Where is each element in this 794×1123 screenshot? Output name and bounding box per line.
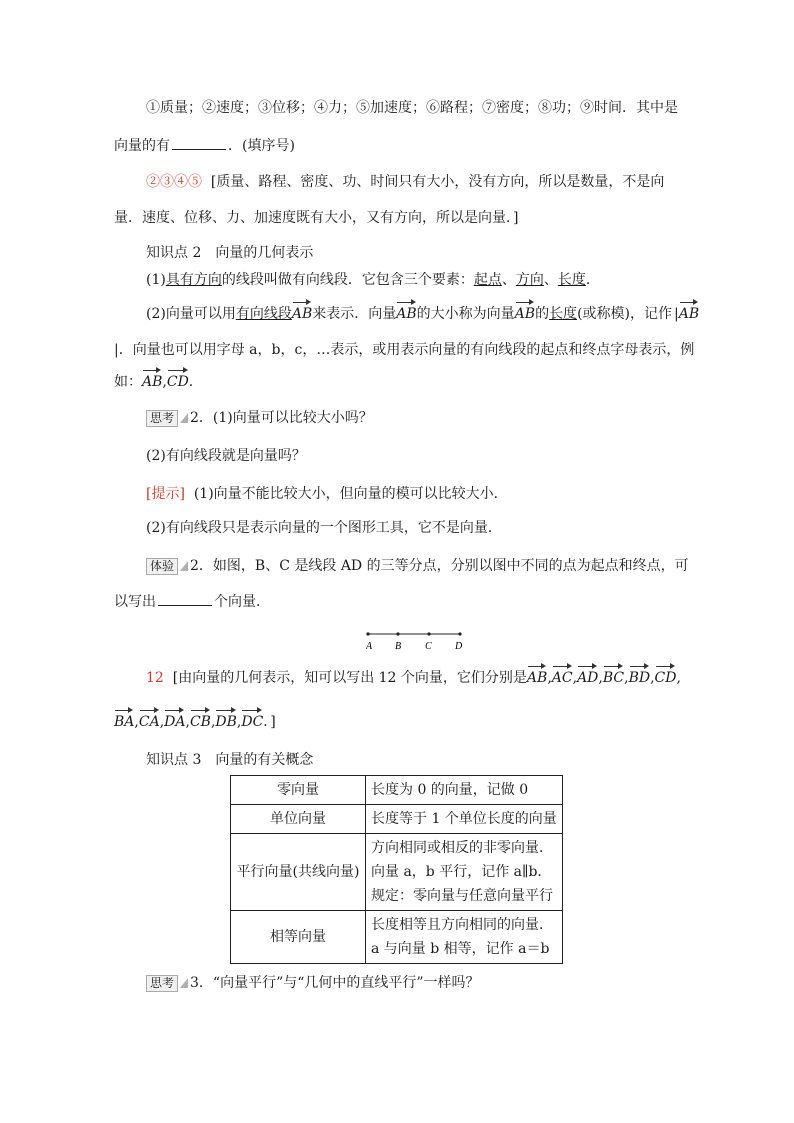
vector-item: DA [164,714,186,730]
table-row [231,911,563,964]
concept-desc [366,834,563,911]
kp2-p2-b: 来表示．向量 [312,306,397,322]
vector-AB: AB [514,306,536,322]
vector-item: CD [654,670,677,686]
table-row [231,776,563,805]
answer-2-key: 12 [146,670,164,686]
think-2-q1-text: 2．(1)向量可以比较大小吗？ [190,410,373,426]
experience-2-text: 2．如图，B、C 是线段 AD 的三等分点，分别以图中不同的点为起点和终点，可 [190,558,689,574]
vector-item: DB [215,714,237,730]
kp2-p2-d: 的 [535,306,550,322]
concept-desc-line: a 与向量 b 相等，记作 a＝b [371,941,550,957]
think-2-question-2: (2)有向线段就是向量吗？ [146,448,306,464]
vector-item: BC [602,670,625,686]
experience-2-line1 [146,556,689,576]
concept-desc-line: 长度相等且方向相同的向量． [371,917,553,933]
experience-tag: 体验 [146,558,178,575]
kp2-p2-underline-1: 有向线段 [235,306,292,322]
concept-name: 零向量 [231,776,366,805]
vector-item: BD [628,670,651,686]
corner-triangle-icon [180,561,188,571]
point-dot [366,632,369,635]
vector-AB: AB [396,306,417,322]
question-1-prefix: 向量的有 [114,138,170,154]
concept-name: 单位向量 [231,805,366,834]
vector-item: BA [114,714,135,730]
point-label-A: A [366,641,373,652]
kp2-p2-underline-2: 长度 [549,306,578,322]
concept-desc-line: 方向相同或相反的非零向量． [371,840,553,856]
question-1-line2 [114,136,295,156]
think-3-text: 3．“向量平行”与“几何中的直线平行”一样吗？ [190,975,480,991]
table-row [231,805,563,834]
hint-line-2: (2)有向线段只是表示向量的一个图形工具，它不是向量． [146,520,502,536]
kp2-example-label: 如： [114,374,142,390]
concept-name: 相等向量 [231,911,366,964]
kp2-p1-underline-4: 长度 [557,272,586,288]
section-heading-kp2: 知识点 2 向量的几何表示 [146,245,314,261]
vector-AB: AB [678,306,700,322]
vector-item: DC [241,714,264,730]
concept-desc-line: 向量 a，b 平行，记作 a∥b． [371,864,552,880]
kp2-p2-c: 的大小称为向量 [416,306,515,322]
kp2-p1-sep2: 、 [543,272,558,288]
kp2-para2-line1: (2)向量可以用有向线段AB来表示．向量AB的大小称为向量AB的长度(或称模)，记作 |AB [146,306,700,322]
question-1-line1: ①质量；②速度；③位移；④力；⑤加速度；⑥路程；⑦密度；⑧功；⑨时间．其中是 [146,100,678,116]
vector-item: CB [189,714,211,730]
corner-triangle-icon [180,413,188,423]
concept-desc: 长度等于 1 个单位长度的向量 [366,805,563,834]
kp2-para2-line3: 如：AB,CD. [114,374,194,390]
point-label-B: B [395,641,402,652]
vector-item: AD [577,670,599,686]
concept-desc [366,911,563,964]
think-tag: 思考 [146,975,178,992]
concept-desc-line: 规定：零向量与任意向量平行 [371,888,553,904]
kp2-p1-sep1: 、 [501,272,516,288]
experience-2-line2 [114,592,270,612]
kp2-p1-underline-2: 起点 [473,272,502,288]
fill-blank[interactable] [172,136,226,150]
hint-tag: [提示] [146,486,185,502]
answer-1-line2: 量．速度、位移、力、加速度既有大小，又有方向，所以是向量．] [114,210,519,226]
kp2-p1-end: ． [585,272,600,288]
vector-AB: AB [142,374,163,390]
point-dot [458,632,461,635]
hint-1-text: (1)向量不能比较大小，但向量的模可以比较大小． [193,486,508,502]
experience-2-suffix: 个向量． [214,594,270,610]
kp2-p2-a: (2)向量可以用 [146,306,236,322]
hint-line-1 [146,484,508,504]
answer-1-text: [质量、路程、密度、功、时间只有大小，没有方向，所以是数量，不是向 [210,174,665,190]
vector-CD: CD [166,374,189,390]
answer-1-line1 [146,172,664,192]
kp2-p1-underline-3: 方向 [515,272,544,288]
experience-2-prefix: 以写出 [114,594,156,610]
kp2-p2-e: (或称模)，记作 [577,306,672,322]
kp2-p1-num: (1) [146,272,166,288]
kp2-p1-underline-1: 具有方向 [165,272,222,288]
vector-item: AB [526,670,548,686]
section-heading-kp3: 知识点 3 向量的有关概念 [146,752,314,768]
think-tag: 思考 [146,410,178,427]
answer-2-line2: BA,CA,DA,CB,DB,DC．] [114,714,276,730]
think-3-question [146,973,480,993]
vector-AB: AB [291,306,313,322]
point-label-C: C [425,641,432,652]
question-1-suffix: ．(填序号) [228,138,295,154]
answer-1-key: ②③④⑤ [146,174,202,190]
segment-figure [366,630,466,654]
concept-name: 平行向量(共线向量) [231,834,366,911]
point-dot [396,632,399,635]
answer-2-end: ．] [263,714,276,730]
point-dot [427,632,430,635]
concept-desc: 长度为 0 的向量，记做 0 [366,776,563,805]
corner-triangle-icon [180,978,188,988]
kp2-p1-text: 的线段叫做有向线段．它包含三个要素： [221,272,474,288]
concept-table [230,775,563,964]
vector-item: CA [138,714,160,730]
answer-2-line1: 12 [由向量的几何表示，知可以写出 12 个向量，它们分别是AB,AC,AD,BC,BD,CD, [146,670,681,686]
table-row [231,834,563,911]
kp2-para2-line2: |．向量也可以用字母 a，b，c，…表示，或用表示向量的有向线段的起点和终点字母表示，例 [114,342,695,358]
think-2-question-1 [146,408,373,428]
fill-blank[interactable] [158,592,212,606]
point-label-D: D [455,641,463,652]
kp2-para1 [146,270,600,290]
answer-2-text: [由向量的几何表示，知可以写出 12 个向量，它们分别是 [172,670,527,686]
vector-item: AC [551,670,573,686]
